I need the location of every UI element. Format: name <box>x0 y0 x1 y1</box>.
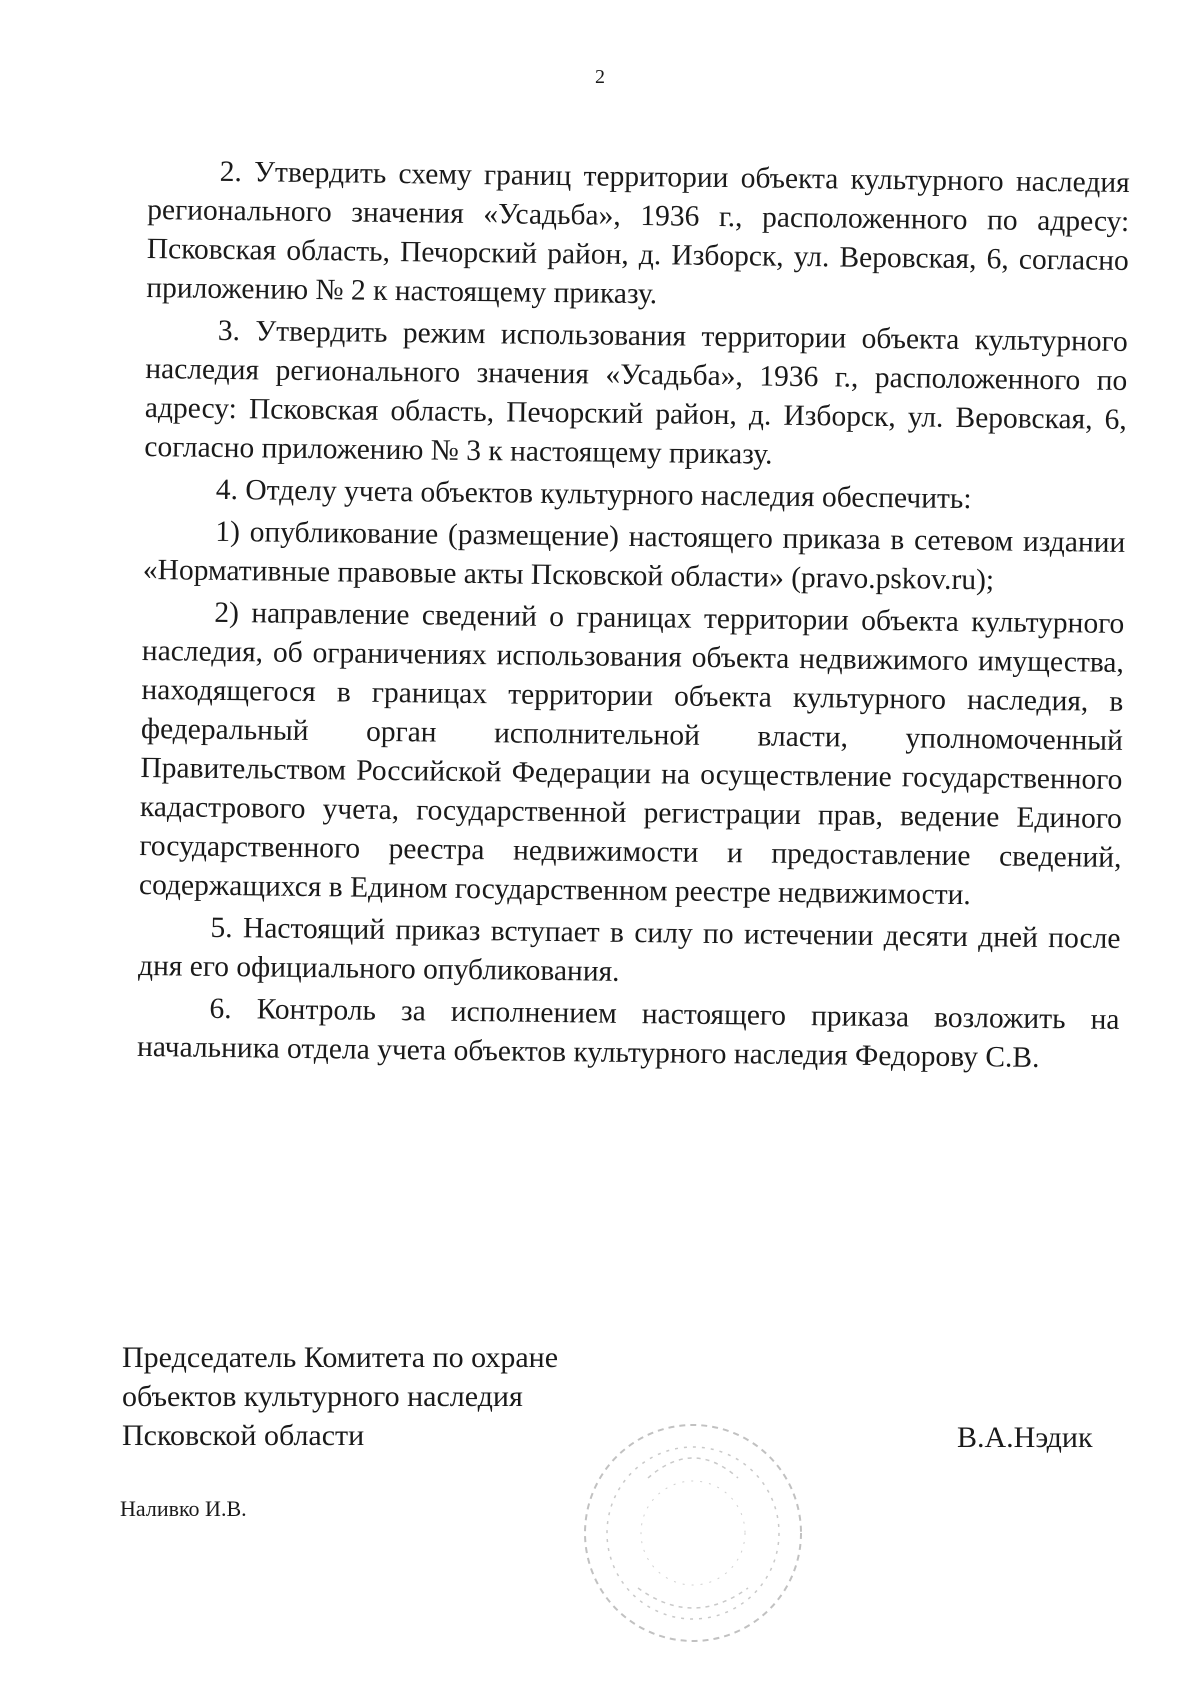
order-body <box>137 152 1130 1082</box>
paragraph-item-6: 6. Контроль за исполнением настоящего приказа возложить на начальника отдела учета объектов культурного наследия Федорову С.В. <box>136 992 1120 1074</box>
official-seal-stamp <box>578 1418 808 1648</box>
subparagraph-2: 2) направление сведений о границах территории объекта культурного наследия, об ограничениях использования объекта недвижимого имущества, находящегося в границах территории объекта культурного наследия, в федеральный орган исполнительной власти, уполномоченный Правительством Российской Федерации на осуществление государственного кадастрового учета, государственной регистрации прав, ведение Единого государственного реестра недвижимости и предоставление сведений, содержащихся в Едином государственном реестре недвижимости. <box>138 596 1125 912</box>
subparagraph-1: 1) опубликование (размещение) настоящего приказа в сетевом издании «Нормативные правовые акты Псковской области» (pravo.pskov.ru); <box>142 515 1126 597</box>
executor-name: Наливко И.В. <box>120 1496 247 1521</box>
paragraph-item-2: 2. Утвердить схему границ территории объекта культурного наследия регионального значения «Усадьба», 1936 г., расположенного по адресу: Псковская область, Печорский район, д. Изборск, ул. Веровская, 6, согласно приложению № 2 к настоящему приказу. <box>146 155 1130 311</box>
signer-title: Председатель Комитета по охране объектов культурного наследия Псковской области <box>122 1341 559 1452</box>
paragraph-item-4: 4. Отделу учета объектов культурного наследия обеспечить: <box>215 473 972 516</box>
paragraph-item-3: 3. Утвердить режим использования территории объекта культурного наследия регионального значения «Усадьба», 1936 г., расположенного по адресу: Псковская область, Печорский район, д. Изборск, ул. Веровская, 6, согласно приложению № 3 к настоящему приказу. <box>144 314 1128 471</box>
page-number: 2 <box>595 66 605 88</box>
paragraph-item-5: 5. Настоящий приказ вступает в силу по истечении десяти дней после дня его официального опубликования. <box>137 911 1121 988</box>
signer-name: В.А.Нэдик <box>957 1421 1093 1454</box>
